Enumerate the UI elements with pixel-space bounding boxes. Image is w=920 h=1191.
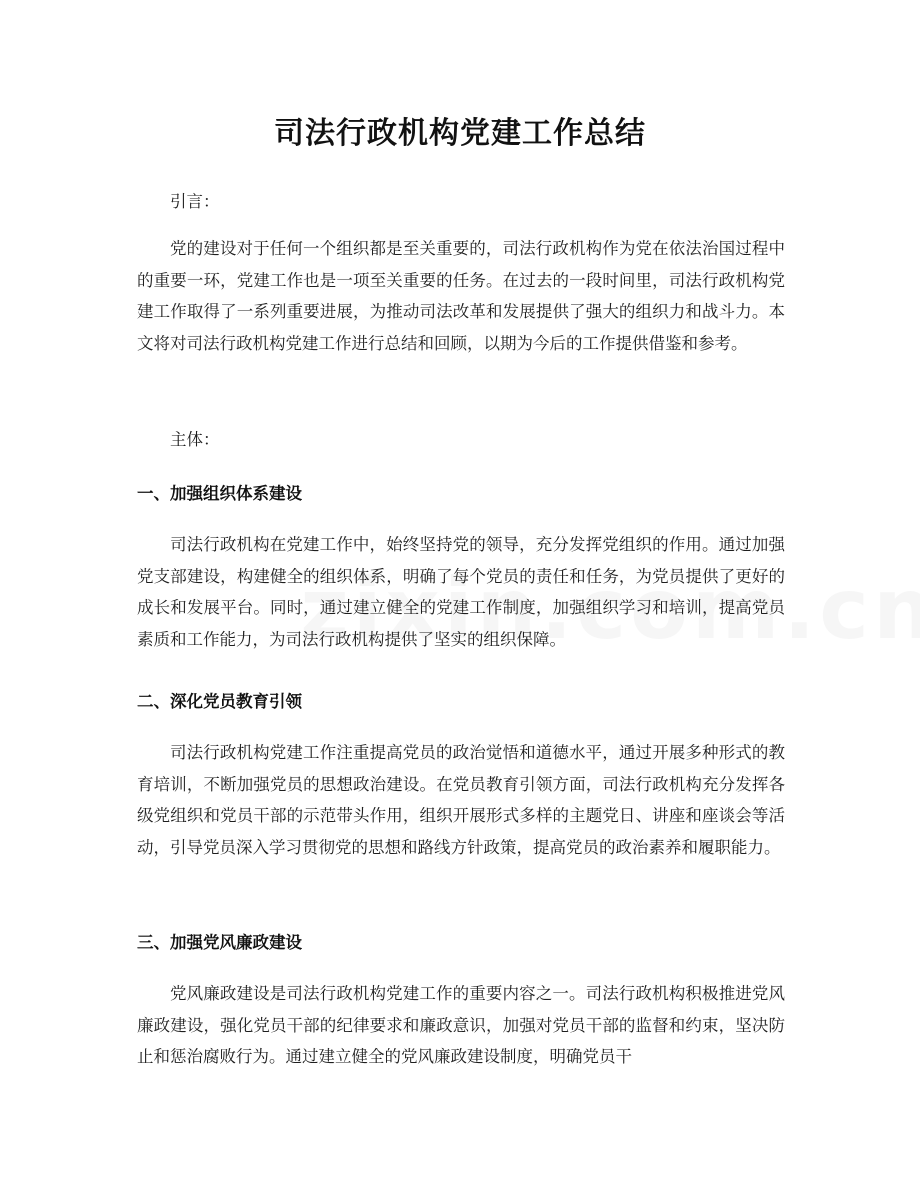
section-1-heading: 一、加强组织体系建设 xyxy=(137,484,302,503)
section-3-paragraph: 党风廉政建设是司法行政机构党建工作的重要内容之一。司法行政机构积极推进党风廉政建设，强化党员干部的纪律要求和廉政意识，加强对党员干部的监督和约束，坚决防止和惩治腐败行为。通过建立健全的党风廉政建设制度，明确党员干 xyxy=(137,984,785,1066)
main-label: 主体： xyxy=(170,430,220,449)
document-title: 司法行政机构党建工作总结 xyxy=(274,116,646,151)
intro-paragraph: 党的建设对于任何一个组织都是至关重要的，司法行政机构作为党在依法治国过程中的重要一环，党建工作也是一项至关重要的任务。在过去的一段时间里，司法行政机构党建工作取得了一系列重要进展，为推动司法改革和发展提供了强大的组织力和战斗力。本文将对司法行政机构党建工作进行总结和回顾，以期为今后的工作提供借鉴和参考。 xyxy=(137,239,785,353)
section-3-heading: 三、加强党风廉政建设 xyxy=(137,933,302,952)
intro-label: 引言： xyxy=(170,192,220,211)
section-1-paragraph: 司法行政机构在党建工作中，始终坚持党的领导，充分发挥党组织的作用。通过加强党支部建设，构建健全的组织体系，明确了每个党员的责任和任务，为党员提供了更好的成长和发展平台。同时，通过建立健全的党建工作制度，加强组织学习和培训，提高党员素质和工作能力，为司法行政机构提供了坚实的组织保障。 xyxy=(137,535,785,649)
section-2-heading: 二、深化党员教育引领 xyxy=(137,692,302,711)
section-2-paragraph: 司法行政机构党建工作注重提高党员的政治觉悟和道德水平，通过开展多种形式的教育培训，不断加强党员的思想政治建设。在党员教育引领方面，司法行政机构充分发挥各级党组织和党员干部的示范带头作用，组织开展形式多样的主题党日、讲座和座谈会等活动，引导党员深入学习贯彻党的思想和路线方针政策，提高党员的政治素养和履职能力。 xyxy=(137,743,785,857)
